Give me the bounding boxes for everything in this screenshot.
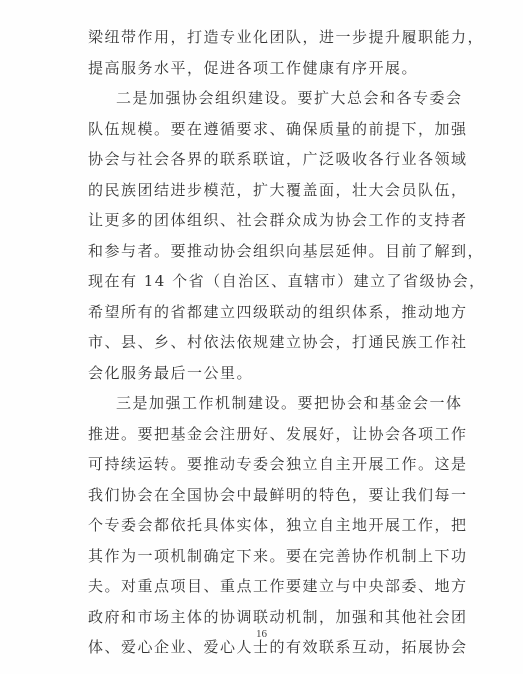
text-line: 队伍规模。要在遵循要求、确保质量的前提下，加强 — [88, 119, 468, 138]
text-line: 协会与社会各界的联系联谊，广泛吸收各行业各领域 — [88, 150, 468, 168]
text-line: 可持续运转。要推动专委会独立自主开展工作。这是 — [88, 455, 468, 473]
text-line: 我们协会在全国协会中最鲜明的特色，要让我们每一 — [88, 485, 468, 504]
text-line: 提高服务水平，促进各项工作健康有序开展。 — [88, 58, 419, 77]
paragraph-start-line: 三是加强工作机制建设。要把协会和基金会一体 — [116, 394, 463, 412]
text-line: 个专委会都依托具体实体，独立自主地开展工作，把 — [88, 516, 468, 534]
body-text — [88, 22, 486, 663]
text-line: 体、爱心企业、爱心人士的有效联系互动，拓展协会 — [88, 638, 468, 656]
text-line: 现在有 14 个省（自治区、直辖市）建立了省级协会， — [88, 272, 486, 290]
text-line: 会化服务最后一公里。 — [88, 363, 254, 382]
page-number: 16 — [256, 628, 267, 640]
text-line: 其作为一项机制确定下来。要在完善协作机制上下功 — [88, 546, 468, 565]
text-line: 推进。要把基金会注册好、发展好，让协会各项工作 — [88, 424, 468, 443]
text-line: 政府和市场主体的协调联动机制，加强和其他社会团 — [88, 607, 468, 626]
text-line: 的民族团结进步模范，扩大覆盖面，壮大会员队伍， — [88, 180, 468, 199]
text-line: 和参与者。要推动协会组织向基层延伸。目前了解到， — [88, 241, 485, 260]
text-line: 让更多的团体组织、社会群众成为协会工作的支持者 — [88, 211, 468, 229]
text-line: 希望所有的省都建立四级联动的组织体系，推动地方 — [88, 302, 468, 321]
paragraph-start-line: 二是加强协会组织建设。要扩大总会和各专委会 — [116, 89, 463, 107]
text-line: 市、县、乡、村依法依规建立协会，打通民族工作社 — [88, 333, 468, 351]
text-line: 夫。对重点项目、重点工作要建立与中央部委、地方 — [88, 577, 468, 595]
text-line: 梁纽带作用，打造专业化团队，进一步提升履职能力， — [88, 28, 485, 46]
